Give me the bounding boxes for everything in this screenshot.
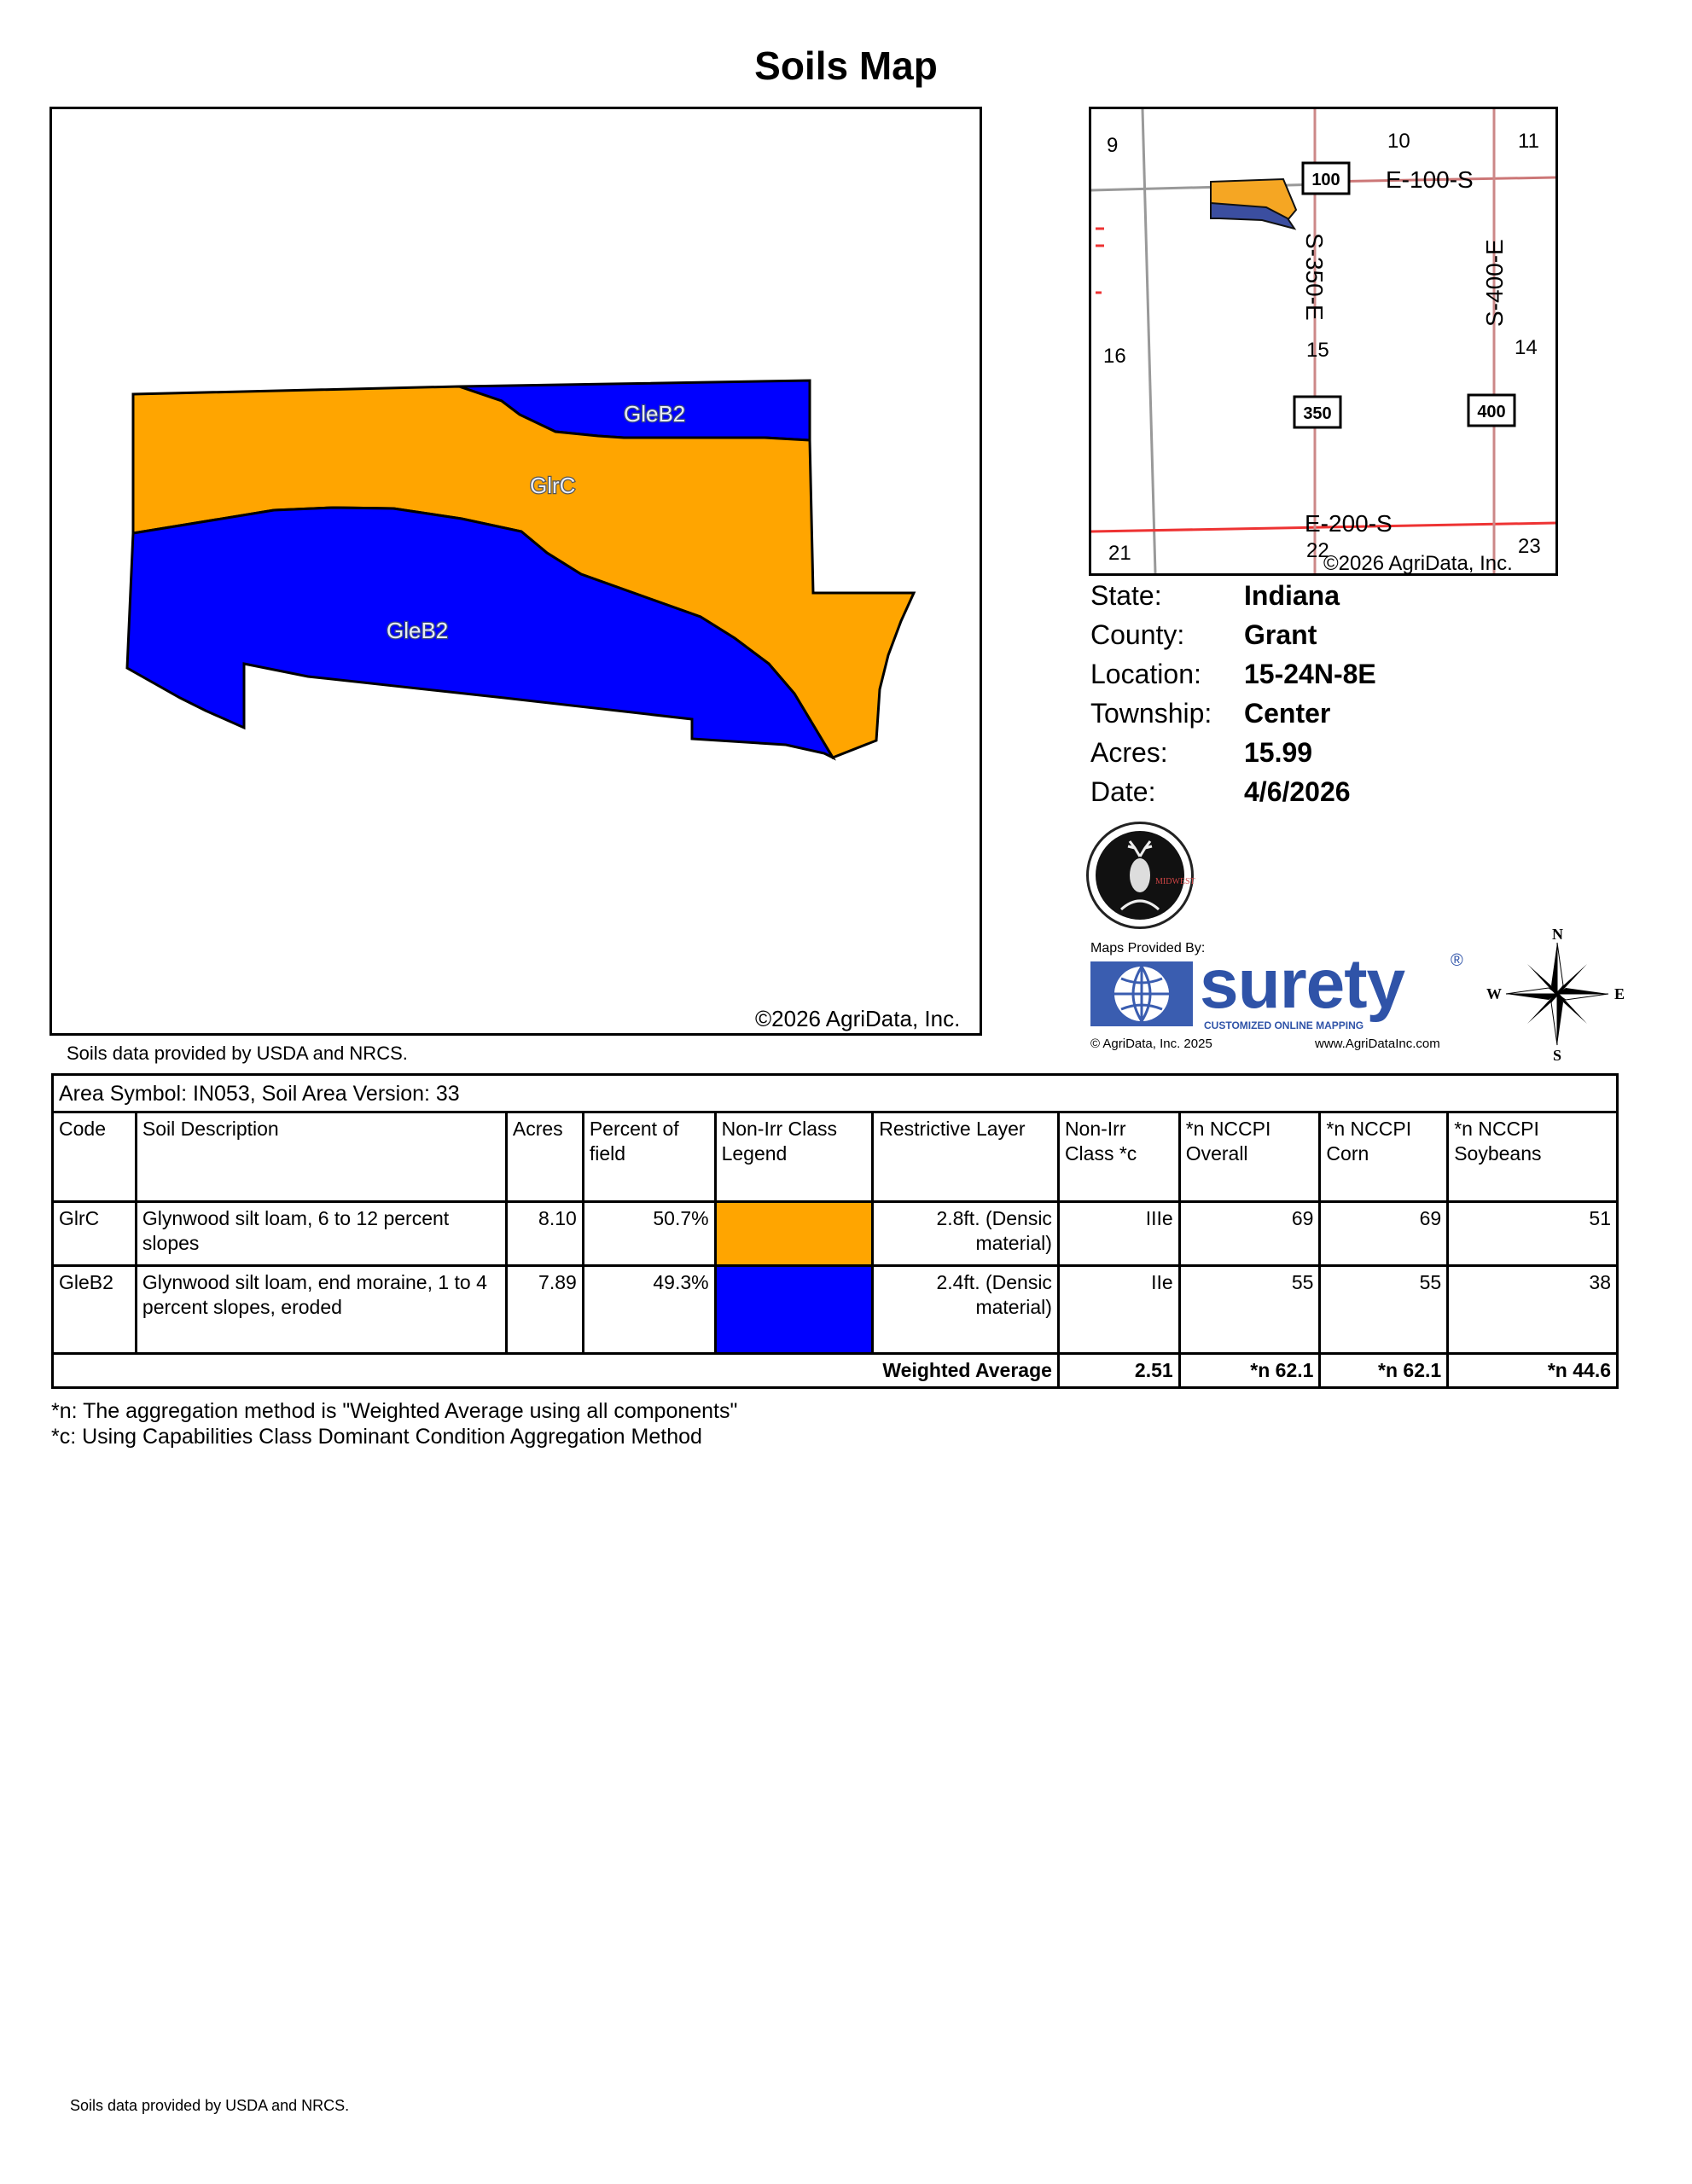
cell-code: GleB2: [53, 1266, 137, 1354]
compass-e: E: [1614, 985, 1625, 1002]
soils-map[interactable]: [49, 107, 982, 1036]
legend-swatch-glrc: [715, 1202, 873, 1266]
cell-percent: 49.3%: [583, 1266, 715, 1354]
info-value-township: Center: [1244, 698, 1331, 729]
weighted-corn: *n 62.1: [1320, 1354, 1448, 1388]
cell-restrictive: 2.4ft. (Densic material): [873, 1266, 1059, 1354]
info-label-township: Township:: [1090, 698, 1212, 729]
info-value-county: Grant: [1244, 619, 1317, 650]
road-s350e: S-350-E: [1301, 233, 1328, 321]
maps-provided-by: Maps Provided By:: [1090, 941, 1206, 956]
header-legend: Non-Irr Class Legend: [715, 1112, 873, 1202]
soils-map-canvas: [52, 109, 980, 1033]
globe-icon: [1090, 961, 1193, 1026]
surety-brand: surety: [1200, 945, 1405, 1023]
header-percent: Percent of field: [583, 1112, 715, 1202]
info-value-date: 4/6/2026: [1244, 776, 1351, 807]
header-restrictive: Restrictive Layer: [873, 1112, 1059, 1202]
shield-100: 100: [1311, 171, 1340, 189]
cell-percent: 50.7%: [583, 1202, 715, 1266]
header-description: Soil Description: [136, 1112, 506, 1202]
cell-acres: 8.10: [506, 1202, 583, 1266]
header-corn: *n NCCPI Corn: [1320, 1112, 1448, 1202]
header-soybeans: *n NCCPI Soybeans: [1448, 1112, 1618, 1202]
info-label-date: Date:: [1090, 776, 1156, 807]
compass-rose-icon: [1485, 926, 1630, 1062]
cell-corn: 55: [1320, 1266, 1448, 1354]
map-label-gleb2-top: GleB2: [624, 401, 686, 427]
info-value-state: Indiana: [1244, 580, 1340, 611]
section-22: 22: [1306, 539, 1329, 562]
road-e200s: E-200-S: [1305, 510, 1393, 537]
weighted-soybeans: *n 44.6: [1448, 1354, 1618, 1388]
road-e100s: E-100-S: [1386, 166, 1474, 193]
cell-soybeans: 38: [1448, 1266, 1618, 1354]
cell-description: Glynwood silt loam, end moraine, 1 to 4 percent slopes, eroded: [136, 1266, 506, 1354]
surety-website: www.AgriDataInc.com: [1315, 1037, 1440, 1051]
section-23: 23: [1518, 535, 1541, 558]
table-area-row: [53, 1075, 1618, 1112]
road-s400e: S-400-E: [1481, 239, 1508, 327]
source-note-bottom: Soils data provided by USDA and NRCS.: [70, 2097, 350, 2114]
map-label-gleb2-bottom: GleB2: [387, 618, 449, 643]
header-class: Non-Irr Class *c: [1058, 1112, 1179, 1202]
surety-tagline: CUSTOMIZED ONLINE MAPPING: [1204, 1019, 1364, 1031]
header-code: Code: [53, 1112, 137, 1202]
cell-class: IIe: [1058, 1266, 1179, 1354]
shield-400: 400: [1477, 403, 1506, 421]
deer-icon: [1096, 831, 1195, 920]
locator-copyright: ©2026 AgriData, Inc.: [1323, 552, 1513, 575]
table-row: [53, 1266, 1618, 1354]
table-weighted-row: [53, 1354, 1618, 1388]
cell-restrictive: 2.8ft. (Densic material): [873, 1202, 1059, 1266]
weighted-class: 2.51: [1058, 1354, 1179, 1388]
cell-code: GlrC: [53, 1202, 137, 1266]
info-value-location: 15-24N-8E: [1244, 659, 1376, 689]
legend-swatch-gleb2: [715, 1266, 873, 1354]
section-11: 11: [1518, 130, 1539, 153]
info-label-location: Location:: [1090, 659, 1201, 689]
section-16: 16: [1103, 345, 1126, 368]
compass-w: W: [1486, 985, 1502, 1002]
locator-map[interactable]: [1089, 107, 1558, 576]
cell-soybeans: 51: [1448, 1202, 1618, 1266]
header-overall: *n NCCPI Overall: [1179, 1112, 1320, 1202]
cell-overall: 69: [1179, 1202, 1320, 1266]
header-acres: Acres: [506, 1112, 583, 1202]
page-title: Soils Map: [754, 44, 938, 88]
weighted-label: Weighted Average: [53, 1354, 1059, 1388]
info-label-acres: Acres:: [1090, 737, 1168, 768]
cell-acres: 7.89: [506, 1266, 583, 1354]
cell-corn: 69: [1320, 1202, 1448, 1266]
footnote-n: *n: The aggregation method is "Weighted Average using all components": [51, 1399, 738, 1423]
table-row: [53, 1202, 1618, 1266]
section-9: 9: [1107, 134, 1119, 157]
area-symbol: Area Symbol: IN053, Soil Area Version: 33: [53, 1075, 1618, 1112]
surety-copyright: © AgriData, Inc. 2025: [1090, 1037, 1212, 1051]
info-label-county: County:: [1090, 619, 1185, 650]
section-21: 21: [1108, 542, 1131, 565]
cell-overall: 55: [1179, 1266, 1320, 1354]
shield-350: 350: [1303, 404, 1332, 423]
section-15: 15: [1306, 339, 1329, 362]
soils-table: [51, 1073, 1619, 1389]
table-header-row: [53, 1112, 1618, 1202]
registered-mark: ®: [1451, 951, 1463, 970]
midwest-logo: [1086, 822, 1194, 929]
section-10: 10: [1387, 130, 1410, 153]
map-copyright: ©2026 AgriData, Inc.: [755, 1006, 961, 1031]
info-label-state: State:: [1090, 580, 1162, 611]
footnote-c: *c: Using Capabilities Class Dominant Condition Aggregation Method: [51, 1425, 702, 1449]
locator-map-canvas: [1091, 109, 1555, 573]
surety-logo: [1090, 941, 1483, 1056]
badge-text: MIDWEST: [1155, 877, 1195, 886]
map-label-glrc: GlrC: [530, 473, 576, 498]
cell-class: IIIe: [1058, 1202, 1179, 1266]
source-note-top: Soils data provided by USDA and NRCS.: [67, 1043, 408, 1064]
weighted-overall: *n 62.1: [1179, 1354, 1320, 1388]
compass-s: S: [1553, 1047, 1562, 1064]
compass-n: N: [1552, 926, 1563, 943]
cell-description: Glynwood silt loam, 6 to 12 percent slopes: [136, 1202, 506, 1266]
info-value-acres: 15.99: [1244, 737, 1313, 768]
section-14: 14: [1515, 336, 1538, 359]
